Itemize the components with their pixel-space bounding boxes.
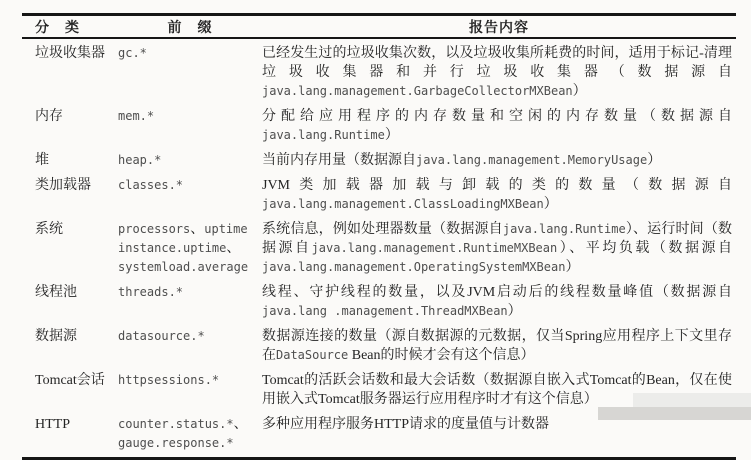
prefix-cell	[118, 107, 262, 145]
plain-text: 、	[226, 241, 241, 256]
table-body	[22, 39, 736, 457]
code-text: uptime	[204, 222, 248, 236]
code-text: mem.*	[118, 109, 155, 123]
scan-artifact-shadow	[598, 407, 751, 420]
code-text: DataSource	[276, 348, 349, 362]
prefix-cell	[118, 44, 262, 101]
prefix-cell	[118, 327, 262, 365]
plain-text: 已经发生过的垃圾收集次数，以及垃圾收集所耗费的时间，适用于标记-清理垃圾收集器和并行垃圾收集器（数据源自	[262, 46, 732, 80]
code-text: systemload.average	[118, 260, 249, 274]
plain-text: ）	[647, 153, 662, 168]
plain-text: ）	[384, 128, 399, 143]
plain-text: 、	[233, 417, 248, 432]
code-text: java.lang.management.OperatingSystemMXBean	[262, 260, 566, 274]
plain-text: 、	[190, 222, 205, 237]
table-row	[22, 325, 736, 369]
plain-text: JVM类加载器加载与卸载的类的数量（数据源自	[262, 178, 732, 193]
plain-text: ）	[507, 304, 522, 319]
content-cell	[262, 176, 736, 214]
code-text: counter.status.*	[118, 417, 234, 431]
category-cell: 系统	[35, 222, 63, 237]
plain-text: ）、平均负载（数据源自	[557, 241, 733, 256]
code-text: java.lang.management.RuntimeMXBean	[311, 241, 558, 255]
plain-text: 线程、守护线程的数量，以及JVM启动后的线程数量峰值（数据源自	[262, 285, 732, 300]
prefix-cell	[118, 283, 262, 321]
category-cell: 数据源	[35, 329, 77, 344]
prefix-cell	[118, 151, 262, 170]
table-row	[22, 42, 736, 105]
plain-text: 当前内存用量（数据源自	[262, 153, 416, 168]
code-text: datasource.*	[118, 329, 205, 343]
category-cell: 内存	[35, 109, 63, 124]
content-cell	[262, 327, 736, 365]
prefix-cell	[118, 371, 262, 409]
code-text: processors	[118, 222, 191, 236]
content-cell	[262, 415, 736, 453]
code-text: httpsessions.*	[118, 373, 220, 387]
header-category: 分 类	[35, 20, 80, 36]
plain-text: 多种应用程序服务HTTP请求的度量值与计数器	[262, 417, 549, 432]
plain-text: 数据源连接的数量（源自数据源的元数据，仅当Spring应用程序上下文里存在	[262, 329, 732, 363]
plain-text: 分配给应用程序的内存数量和空闲的内存数量（数据源自	[262, 109, 732, 124]
code-text: java.lang.Runtime	[502, 222, 626, 236]
prefix-cell	[118, 415, 262, 453]
code-text: classes.*	[118, 178, 184, 192]
code-text: threads.*	[118, 285, 184, 299]
content-cell	[262, 107, 736, 145]
plain-text: Tomcat的活跃会话数和最大会话数（数据源自嵌入式Tomcat的Bean，仅在使用嵌入式Tomcat服务器运行应用程序时才有这个信息）	[262, 373, 732, 407]
table-row	[22, 149, 736, 174]
table-row	[22, 174, 736, 218]
plain-text: ）	[565, 260, 580, 275]
prefix-cell	[118, 220, 262, 277]
code-text: java.lang.management.MemoryUsage	[416, 153, 648, 167]
plain-text: ）	[572, 84, 587, 99]
content-cell	[262, 151, 736, 170]
code-text: java.lang.management.GarbageCollectorMXBean	[262, 84, 573, 98]
code-text: gauge.response.*	[118, 436, 234, 450]
content-cell	[262, 283, 736, 321]
metrics-table	[22, 13, 736, 460]
code-text: java.lang.Runtime	[262, 128, 385, 142]
category-cell: Tomcat会话	[35, 373, 105, 388]
content-cell	[262, 44, 736, 101]
plain-text: Bean的时候才会有这个信息）	[348, 348, 535, 363]
table-header-row	[22, 16, 736, 37]
category-cell: 堆	[35, 153, 49, 168]
content-cell	[262, 220, 736, 277]
prefix-cell	[118, 176, 262, 214]
code-text: java.lang.management.ClassLoadingMXBean	[262, 197, 544, 211]
code-text: gc.*	[118, 46, 147, 60]
code-text: instance.uptime	[118, 241, 227, 255]
table-row	[22, 218, 736, 281]
category-cell: 线程池	[35, 285, 77, 300]
header-report-content: 报告内容	[469, 20, 529, 36]
scan-artifact	[633, 393, 751, 420]
table-row	[22, 105, 736, 149]
category-cell: HTTP	[35, 417, 70, 432]
table-row	[22, 281, 736, 325]
category-cell: 垃圾收集器	[35, 46, 105, 61]
header-prefix: 前 缀	[167, 20, 213, 36]
plain-text: ）	[543, 197, 558, 212]
plain-text: 系统信息，例如处理器数量（数据源自	[262, 222, 503, 237]
code-text: java.lang .management.ThreadMXBean	[262, 304, 508, 318]
code-text: heap.*	[118, 153, 162, 167]
category-cell: 类加载器	[35, 178, 91, 193]
plain-text: ）、运行时间（数据源自	[262, 222, 733, 256]
